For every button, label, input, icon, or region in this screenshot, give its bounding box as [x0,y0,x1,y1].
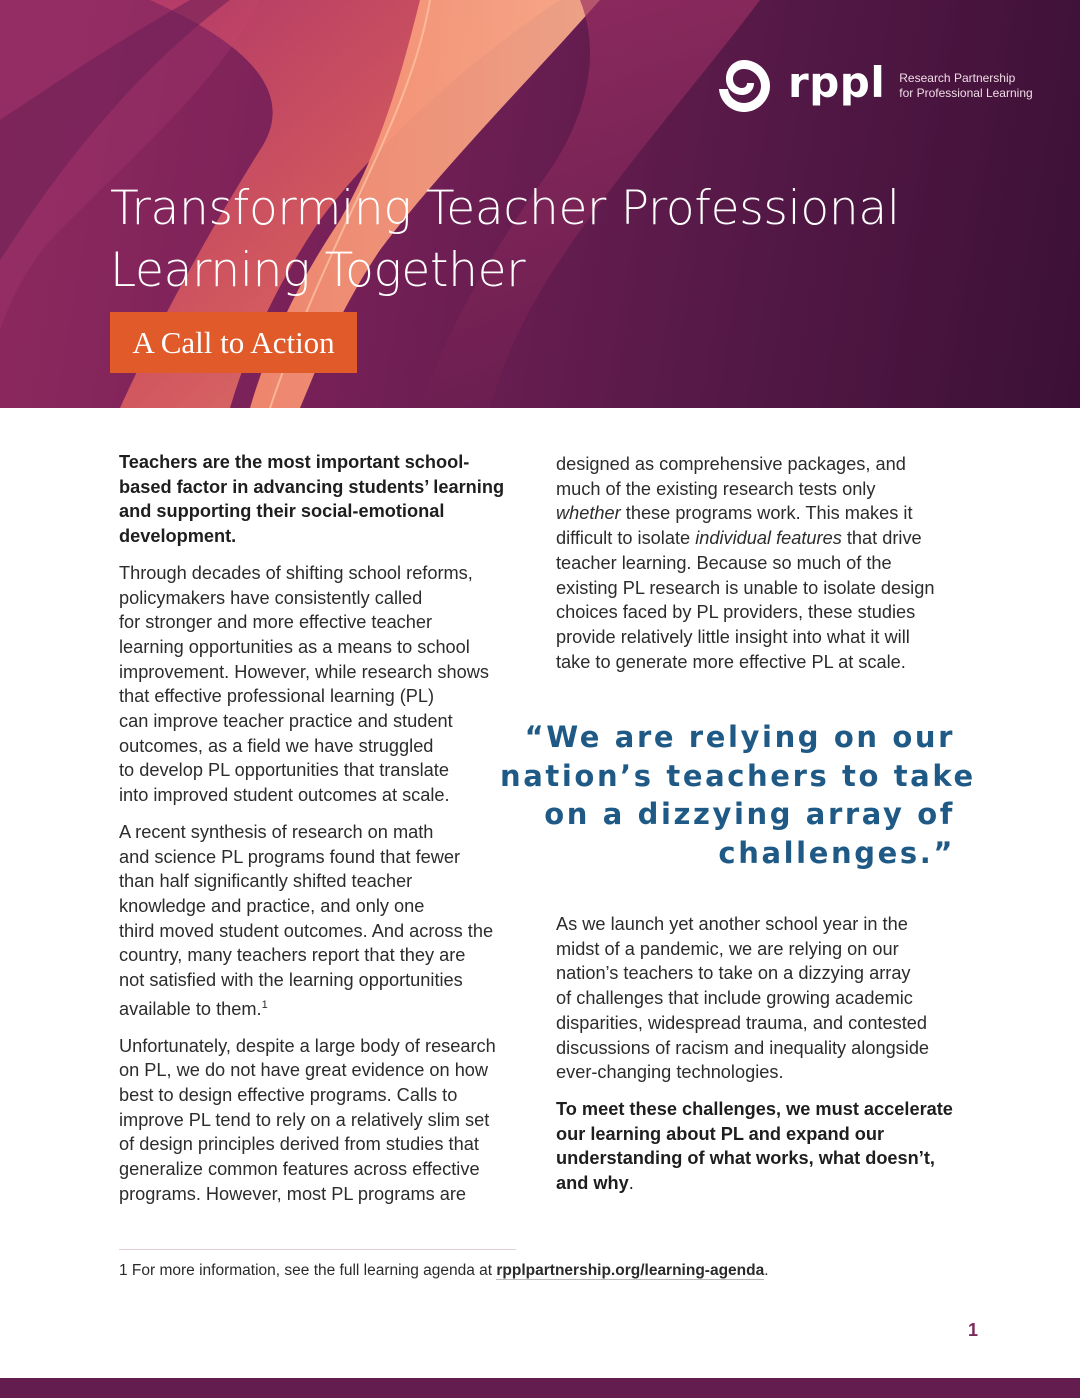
left-column [119,450,514,1218]
text-line: learning opportunities as a means to school [119,636,470,657]
text-line: than half significantly shifted teacher [119,871,413,892]
text-fragment: these programs work. This makes it [620,503,913,524]
logo-tagline-line-1: Research Partnership [899,71,1016,85]
text-line: understanding of what works, what doesn’t, [556,1148,935,1169]
logo-wordmark: rppl [788,58,886,107]
text-line: Unfortunately, despite a large body of research [119,1035,496,1056]
text-line [556,1171,956,1196]
rppl-spiral-logo-icon [714,56,774,116]
page-title [110,178,990,302]
paragraph-evidence [119,1034,514,1207]
text-fragment: available to them. [119,998,262,1019]
text-line [119,993,514,1022]
text-fragment: difficult to isolate [556,528,696,549]
text-line: discussions of racism and inequality alongside [556,1037,930,1058]
text-line: third moved student outcomes. And across the [119,920,494,941]
text-line: best to design effective programs. Calls to [119,1084,458,1105]
logo-tagline [899,71,1039,101]
text-line: teacher learning. Because so much of the [556,552,892,573]
text-fragment: that drive [841,528,922,549]
text-line: into improved student outcomes at scale. [119,785,450,806]
intro-line: development. [119,526,237,547]
text-line: disparities, widespread trauma, and contested [556,1012,928,1033]
emphasis-text: individual features [695,528,842,549]
text-line: on PL, we do not have great evidence on how [119,1060,489,1081]
paragraph-packages [556,452,956,674]
right-column-lower [556,912,956,1208]
text-line [556,501,956,526]
intro-line: and supporting their social-emotional [119,501,445,522]
quote-line: “We are relying on our [524,720,955,754]
text-line: for stronger and more effective teacher [119,612,433,633]
text-line: generalize common features across effective [119,1159,480,1180]
rppl-logo[interactable] [714,56,1039,116]
text-line: country, many teachers report that they are [119,945,466,966]
text-line: midst of a pandemic, we are relying on our [556,938,899,959]
paragraph-synthesis [119,820,514,1022]
text-line [556,526,956,551]
footnote-divider [119,1249,516,1250]
closing-period: . [628,1173,634,1194]
text-line: To meet these challenges, we must accelerate [556,1098,953,1119]
header-banner [0,0,1080,408]
paragraph-pandemic [556,912,956,1085]
footnote-marker[interactable]: 1 [261,998,268,1011]
text-line: A recent synthesis of research on math [119,821,434,842]
title-line-1: Transforming Teacher Professional [110,181,900,236]
text-line: not satisfied with the learning opportunities [119,970,463,991]
text-line: As we launch yet another school year in the [556,914,908,934]
text-line: outcomes, as a field we have struggled [119,735,434,756]
page-number: 1 [968,1320,979,1340]
call-to-action-label: A Call to Action [110,312,357,373]
logo-tagline-line-2: for Professional Learning [899,86,1033,100]
intro-line: Teachers are the most important school- [119,452,470,472]
intro-paragraph [119,450,514,549]
text-line: improve PL tend to rely on a relatively slim set [119,1109,490,1130]
pull-quote [500,718,976,872]
right-column [556,452,956,1194]
text-line: policymakers have consistently called [119,587,423,608]
paragraph-reforms [119,561,514,808]
quote-line: challenges.” [718,835,955,870]
text-line: and science PL programs found that fewer [119,846,461,867]
text-line: improvement. However, while research shows [119,661,489,682]
footnote-end: . [764,1262,769,1279]
text-line: existing PL research is unable to isolate design [556,577,935,598]
closing-paragraph [556,1097,956,1196]
text-line: programs. However, most PL programs are [119,1183,467,1204]
bottom-bar [0,1378,1080,1398]
quote-line: nation’s teachers to take [500,758,976,793]
text-line: take to generate more effective PL at scale. [556,651,906,672]
text-fragment: and why [556,1173,629,1194]
text-line: much of the existing research tests only [556,478,876,499]
learning-agenda-link[interactable]: rpplpartnership.org/learning-agenda [496,1262,765,1279]
intro-line: based factor in advancing students’ learning [119,476,505,497]
text-line: of design principles derived from studies that [119,1134,479,1155]
quote-line: on a dizzying array of [544,797,955,831]
emphasis-text: whether [556,503,621,524]
text-line: our learning about PL and expand our [556,1123,885,1144]
text-line: Through decades of shifting school reforms, [119,562,473,583]
footnote [119,1262,769,1280]
text-line: to develop PL opportunities that translate [119,760,449,781]
text-line: designed as comprehensive packages, and [556,454,906,474]
text-line: can improve teacher practice and student [119,711,453,732]
text-line: provide relatively little insight into what it will [556,626,910,647]
text-line: ever-changing technologies. [556,1062,784,1083]
text-line: knowledge and practice, and only one [119,895,425,916]
text-line: that effective professional learning (PL) [119,686,435,707]
text-line: nation’s teachers to take on a dizzying array [556,963,911,984]
text-line: of challenges that include growing academic [556,988,913,1009]
footnote-text: 1 For more information, see the full learning agenda at [119,1262,497,1279]
text-line: choices faced by PL providers, these studies [556,602,916,623]
title-line-2: Learning Together [110,243,526,298]
